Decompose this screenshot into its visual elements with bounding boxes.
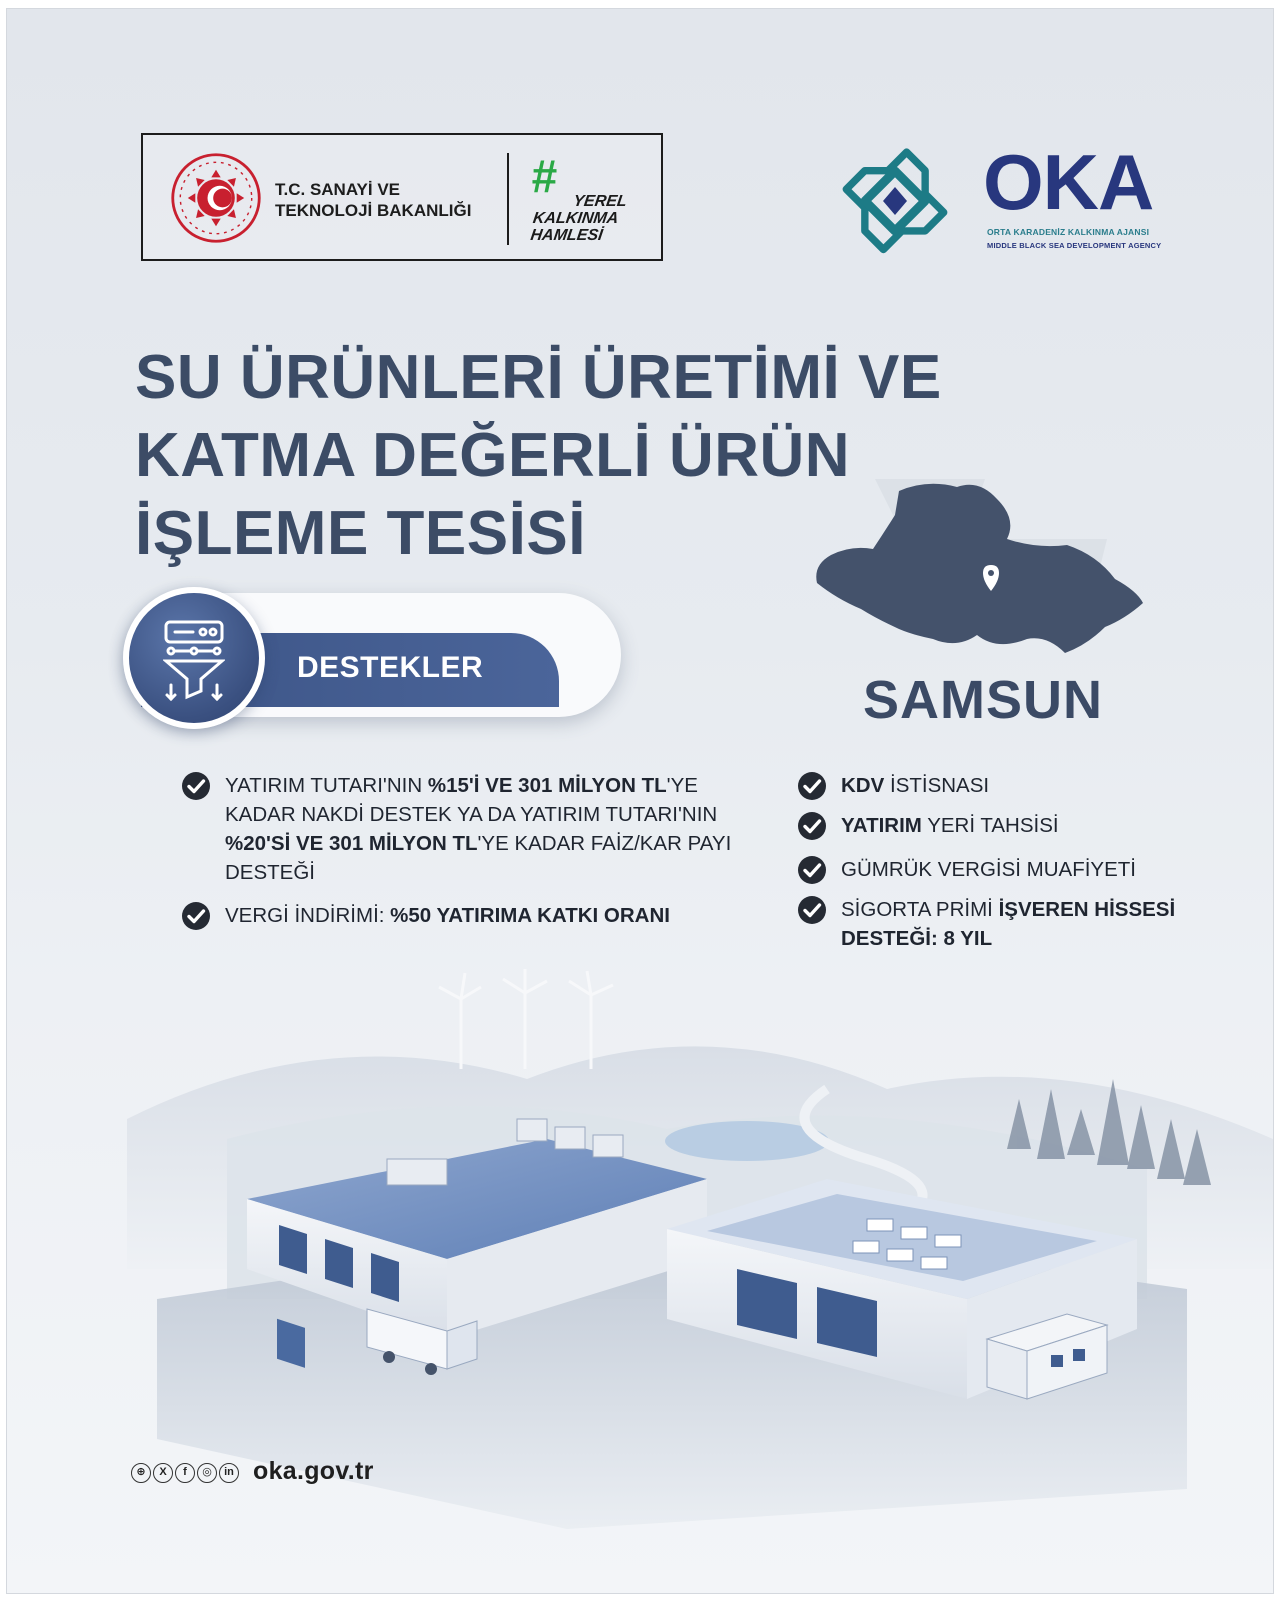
benefit-text [841,895,1175,953]
benefit-text [225,771,731,887]
samsun-map [807,469,1167,669]
website-link[interactable]: oka.gov.tr [253,1457,374,1485]
title-line-3: İŞLEME TESİSİ [135,499,586,568]
benefit-text [841,771,989,800]
benefit-text-bold: İŞVEREN HİSSESİ [998,898,1176,921]
benefit-text-regular: YERİ TAHSİSİ [921,814,1059,837]
linkedin-icon[interactable]: in [219,1463,239,1483]
check-icon [797,895,827,925]
benefit-line [841,895,1175,924]
check-icon [181,901,211,931]
benefit-text-bold: DESTEĞİ: 8 YIL [841,927,993,950]
benefit-line [841,855,1136,884]
check-icon [181,771,211,801]
benefit-text-bold: KDV [841,774,885,797]
benefit-line [841,811,1059,840]
check-icon [797,855,827,885]
globe-icon[interactable]: ⊕ [131,1463,151,1483]
check-icon [797,771,827,801]
benefit-line [841,924,1175,953]
benefit-text [841,811,1059,840]
benefit-line [225,829,731,858]
benefit-text-bold: YATIRIM [841,814,922,837]
ministry-logo-box [141,133,663,261]
benefit-text-regular: İSTİSNASI [884,774,990,797]
logo-divider [507,153,509,245]
benefit-line [225,901,670,930]
benefit-line [225,858,731,887]
supports-badge [123,587,265,729]
benefit-text-bold: %20'Sİ VE 301 MİLYON TL [225,832,478,855]
poster [6,8,1274,1594]
title-line-1: SU ÜRÜNLERİ ÜRETİMİ VE [135,343,942,412]
facebook-icon[interactable]: f [175,1463,195,1483]
check-icon [797,811,827,841]
campaign-logo [525,147,645,251]
oka-subtitle-en: MIDDLE BLACK SEA DEVELOPMENT AGENCY [987,241,1162,250]
benefit-text [841,855,1136,884]
benefit-text-regular: YATIRIM TUTARI'NIN [225,774,428,797]
benefit-text-regular: VERGİ İNDİRİMİ: [225,904,391,927]
benefit-text-bold: %50 YATIRIMA KATKI ORANI [390,904,670,927]
oka-wordmark: OKA [983,138,1154,226]
x-icon[interactable]: X [153,1463,173,1483]
city-label: SAMSUN [863,670,1104,730]
title-line-2: KATMA DEĞERLİ ÜRÜN [135,421,851,490]
benefit-text-regular: 'YE KADAR FAİZ/KAR PAYI [477,832,732,855]
instagram-icon[interactable]: ◎ [197,1463,217,1483]
ministry-name: T.C. SANAYİ VE TEKNOLOJİ BAKANLIĞI [275,180,472,220]
oka-logo-icon [835,141,955,261]
benefit-text-regular: GÜMRÜK VERGİSİ MUAFİYETİ [841,858,1136,881]
ministry-emblem-icon [169,151,263,245]
campaign-text: YEREL KALKINMA HAMLESİ [529,193,628,244]
benefit-line [225,800,731,829]
hashtag-icon: # [531,150,557,202]
benefit-text [225,901,670,930]
benefit-line [225,771,731,800]
facility-illustration [7,969,1273,1593]
benefit-text-regular: KADAR NAKDİ DESTEK YA DA YATIRIM TUTARI'NIN [225,803,718,826]
benefit-text-regular: SİGORTA PRİMİ [841,898,999,921]
benefit-text-bold: %15'İ VE 301 MİLYON TL [427,774,667,797]
benefit-text-regular: 'YE [666,774,698,797]
benefit-line [841,771,989,800]
funnel-icon [163,619,225,703]
benefit-text-regular: DESTEĞİ [225,861,315,884]
oka-subtitle-tr: ORTA KARADENİZ KALKINMA AJANSI [987,227,1150,237]
supports-heading: DESTEKLER [297,651,484,684]
